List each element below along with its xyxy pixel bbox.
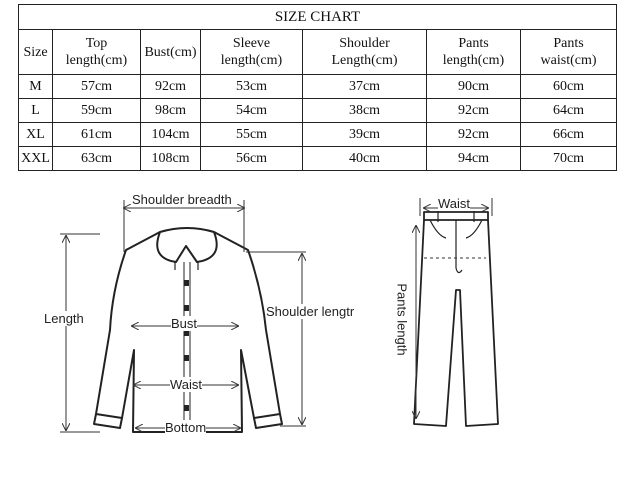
cell-size: L xyxy=(19,99,53,123)
cell-pants-length: 92cm xyxy=(427,99,521,123)
cell-sleeve: 53cm xyxy=(201,75,303,99)
header-pants-waist: Pants waist(cm) xyxy=(521,30,617,75)
cell-top-length: 61cm xyxy=(53,123,141,147)
pants-drawing xyxy=(414,211,498,426)
cell-sleeve: 55cm xyxy=(201,123,303,147)
header-pants-length: Pants length(cm) xyxy=(427,30,521,75)
header-shoulder-length: Shoulder Length(cm) xyxy=(303,30,427,75)
cell-sleeve: 56cm xyxy=(201,147,303,171)
cell-pants-waist: 66cm xyxy=(521,123,617,147)
cell-pants-waist: 60cm xyxy=(521,75,617,99)
cell-shoulder: 40cm xyxy=(303,147,427,171)
header-top-length: Top length(cm) xyxy=(53,30,141,75)
cell-pants-waist: 70cm xyxy=(521,147,617,171)
cell-pants-length: 94cm xyxy=(427,147,521,171)
table-title: SIZE CHART xyxy=(19,5,617,30)
cell-bust: 92cm xyxy=(141,75,201,99)
cell-pants-length: 90cm xyxy=(427,75,521,99)
cell-top-length: 59cm xyxy=(53,99,141,123)
header-bust: Bust(cm) xyxy=(141,30,201,75)
cell-bust: 104cm xyxy=(141,123,201,147)
waist-label: Waist xyxy=(170,377,203,392)
header-size: Size xyxy=(19,30,53,75)
header-sleeve-length: Sleeve length(cm) xyxy=(201,30,303,75)
bottom-label: Bottom xyxy=(165,420,207,435)
cell-size: XL xyxy=(19,123,53,147)
length-label: Length xyxy=(44,311,84,326)
cell-pants-waist: 64cm xyxy=(521,99,617,123)
bust-label: Bust xyxy=(171,316,198,331)
pants-waist-label: Waist xyxy=(438,196,471,211)
shoulder-length-label: Shoulder lengtr xyxy=(266,304,355,319)
pants-length-label: Pants length xyxy=(394,283,410,356)
cell-top-length: 57cm xyxy=(53,75,141,99)
cell-bust: 108cm xyxy=(141,147,201,171)
cell-sleeve: 54cm xyxy=(201,99,303,123)
shoulder-breadth-label: Shoulder breadth xyxy=(132,192,232,207)
cell-size: XXL xyxy=(19,147,53,171)
cell-shoulder: 37cm xyxy=(303,75,427,99)
cell-shoulder: 38cm xyxy=(303,99,427,123)
cell-shoulder: 39cm xyxy=(303,123,427,147)
cell-pants-length: 92cm xyxy=(427,123,521,147)
cell-bust: 98cm xyxy=(141,99,201,123)
cell-size: M xyxy=(19,75,53,99)
cell-top-length: 63cm xyxy=(53,147,141,171)
